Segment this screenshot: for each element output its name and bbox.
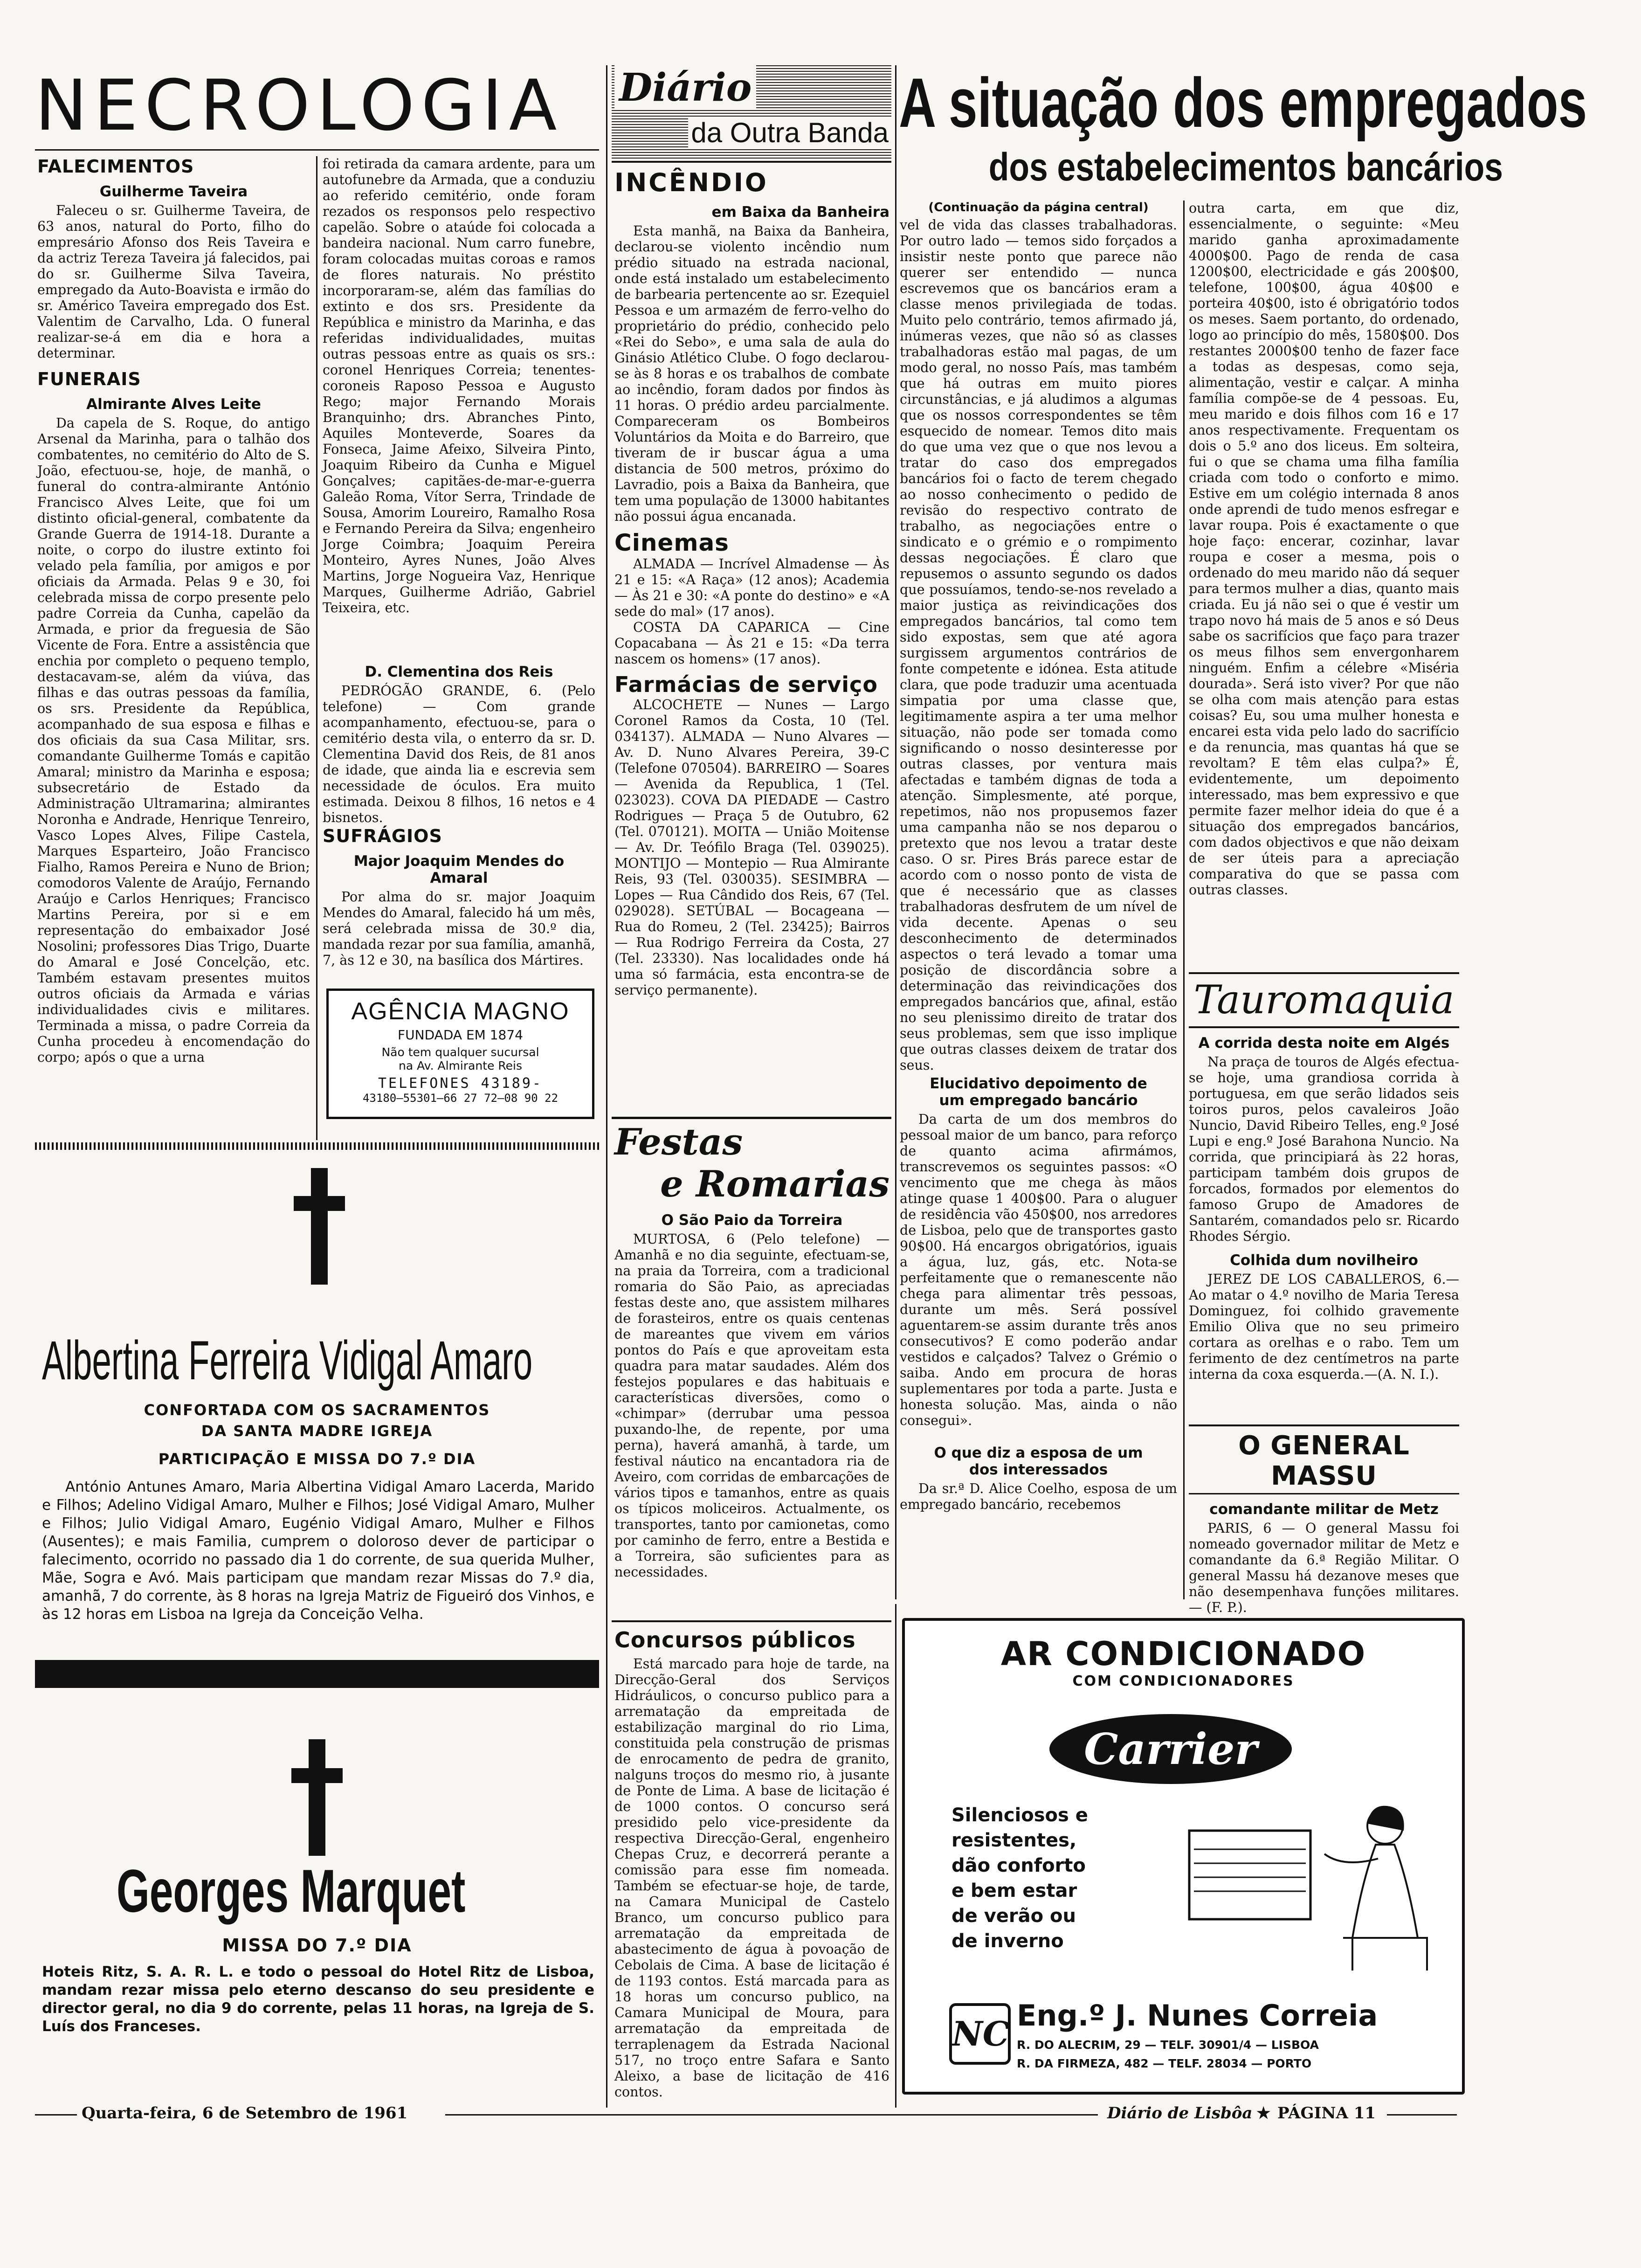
slogan-line-5: de verão ou: [952, 1905, 1076, 1927]
necro-col-2: [323, 156, 595, 968]
ac-unit: [1189, 1831, 1310, 1919]
diario-title-1: Diário: [614, 65, 756, 110]
nc-logo: [949, 2003, 1011, 2065]
footer-left-line: [35, 2114, 77, 2116]
marquet-cross-horizontal: [291, 1768, 343, 1783]
chair: [1343, 1938, 1427, 1971]
bancarios-col1-text: vel de vida das classes trabalhadoras. Por outro lado — temos sido forçados a insistir neste ponto que parece não querer ser entendido — nunca escrevemos que os bancários eram a classe menos privilegiada de todas. Muito pelo contrário, temos afirmado já, inúmeras vezes, que não só as classes trabalhadoras estão mal pagas, de um modo geral, no nosso País, mas também que há outras em muito piores circunstâncias, e já aludimos a algumas que os nossos correspondentes se têm esquecido de nomear. Temos dito mais do que uma vez que o que nos levou a tratar do caso dos empregados bancários foi o facto de terem chegado ao nosso conhecimento o pedido de revisão do respectivo contrato de trabalho, as negociações entre o sindicato e o grémio e o rompimento dessas negociações. É claro que repusemos o assunto segundo os dados que possuíamos, tendo-se-nos revelado a maior justiça as reivindicações dos empregados bancários, tal como tem sido expostas, sem que até agora surgissem argumentos contrários de fonte competente e idónea. Esta atitude clara, que pode traduzir uma acentuada simpatia por uma classe que, legitimamente aspira a ter uma melhor situação, não pode ser tomada como significando o nosso desinteresse por outras classes, por ventura mais afectadas e também dignas de toda a atenção. Simplesmente, até porque, repetimos, não nos propusemos fazer uma campanha não se nos deparou o pretexto que nos levou a tratar deste caso. O sr. Pires Brás parece estar de acordo com o nosso ponto de vista de que é necessário que as classes trabalhadoras desfrutem de um nível de vida decente. Apenas o seu desconhecimento de determinados aspectos o terá levado a tomar uma posição de discordância sobre a determinação das reivindicações dos empregados bancários que, afinal, estão no seu plenissimo direito de tratar dos seus problemas, sem que isso implique que outras classes deixem de tratar dos seus.: [900, 217, 1177, 1073]
col4-left-divider: [895, 65, 896, 1599]
amaro-text: António Antunes Amaro, Maria Albertina Vidigal Amaro Lacerda, Marido e Filhos; Adelino Vidigal Amaro, Mulher e Filhos; José Vidigal Amaro, Mulher e Filhos; Julio Vidigal Amaro, Eugénio Vidigal Amaro, Mulher e Filhos (Ausentes); e mais Familia, cumprem o doloroso dever de participar o falecimento, ocorrido no passado dia 1 do corrente, de sua querida Mulher, Mãe, Sogra e Avó. Mais participam que mandam rezar Missas do 7.º dia, amanhã, 7 do corrente, às 8 horas na Igreja Matriz de Figueiró dos Vinhos, e às 12 horas em Lisboa na Igreja da Conceição Velha.: [42, 1479, 594, 1623]
necro-rule: [35, 149, 599, 151]
carrier-title: AR CONDICIONADO: [1000, 1635, 1366, 1673]
footer-paper: Diário de Lisbôa: [1107, 2104, 1253, 2123]
marquet-line1: MISSA DO 7.º DIA: [222, 1935, 412, 1956]
agencia-magno-ad: [326, 989, 594, 1119]
mendes-text: Por alma do sr. major Joaquim Mendes do Amaral, falecido há um mês, será celebrada missa de 30.º dia, mandada rezar por sua família, amanhã, 7, às 12 e 30, na basílica dos Mártires.: [323, 889, 595, 968]
footer-right-line: [1387, 2114, 1457, 2116]
leite-name: Almirante Alves Leite: [86, 396, 261, 413]
woman-arm: [1324, 1854, 1378, 1862]
incendio-text: Esta manhã, na Baixa da Banheira, declarou-se violento incêndio num prédio situado na estrada nacional, onde está instalado um estabelecimento de barbearia pertencente ao sr. Ezequiel Pessoa e um armazém de ferro-velho do proprietário do prédio, conhecido pelo «Rei do Sebo», e uma sala de aula do Ginásio Atlético Clube. O fogo declarou-se às 8 horas e os trabalhos de combate ao incêndio, foram dados por findos às 11 horas. O prédio ardeu parcialmente. Compareceram os Bombeiros Voluntários da Moita e do Barreiro, que tiveram de ir buscar água a uma distancia de 500 metros, próximo do Lavradio, pois a Baixa da Banheira, que tem uma população de 13000 habitantes não possui água encanada.: [614, 223, 889, 524]
elucidativo-heading: Elucidativo depoimento de um empregado bancário: [930, 1075, 1147, 1109]
carrier-company: Eng.º J. Nunes Correia: [1017, 1998, 1378, 2033]
farmacias-heading: Farmácias de serviço: [614, 672, 878, 697]
festas-rule: [612, 1117, 891, 1119]
footer: [35, 2104, 1466, 2127]
marquet-top-dash: [35, 1660, 599, 1688]
carrier-addr-2: R. DA FIRMEZA, 482 — TELF. 28034 — PORTO: [1017, 2057, 1312, 2070]
clementina-name: D. Clementina dos Reis: [365, 664, 553, 680]
diario-title-2: da Outra Banda: [688, 117, 891, 149]
festas-col: [614, 1121, 889, 1646]
elucidativo-text: Da carta de um dos membros do pessoal maior de um banco, para reforço de quanto acima afirmámos, transcrevemos os seguintes passos: «O vencimento que me chega às mãos atinge quase 1 400$00. Para o aluguer de residência vão 450$00, nos arredores de Lisboa, pelo que de transportes gasto 90$00. Há encargos obrigatórios, iguais a água, luz, gás, etc. Nota-se perfeitamente que o remanescente não chega para alimentar três pessoas, durante um mês. Será possível aguentarem-se assim durante três anos consecutivos? E como poderão andar vestidos e calçados? Talvez o Grémio o saiba. Ando em procura de horas suplementares por toda a parte. Justa e honesta solução. Mas, ainda o não consegui».: [900, 1112, 1177, 1428]
carrier-slogan: [952, 1803, 1088, 1954]
col3-left-divider: [606, 65, 607, 2108]
footer-date: Quarta-feira, 6 de Setembro de 1961: [82, 2104, 408, 2123]
bancarios-continuacao: (Continuação da página central): [928, 201, 1149, 214]
farmacias-text: ALCOCHETE — Nunes — Largo Coronel Ramos da Costa, 10 (Tel. 034137). ALMADA — Nuno Alvares — Av. D. Nuno Alvares Pereira, 39-C (Telefone 070504). BARREIRO — Soares — Avenida da Republica, 1 (Tel. 023023). COVA DA PIEDADE — Castro Rodrigues — Praça 5 de Outubro, 62 (Tel. 070121). MOITA — União Moitense — Av. Dr. Teófilo Braga (Tel. 039025). MONTIJO — Montepio — Rua Almirante Reis, 93 (Tel. 030035). SESIMBRA — Lopes — Rua Cândido dos Reis, 67 (Tel. 029028). SETÚBAL — Bocageana — Rua do Romeu, 2 (Tel. 23425); Bairros — Rua Rodrigo Ferreira da Costa, 27 (Tel. 23330). Nas localidades onde há uma só farmácia, esta encontra-se de serviço permanente).: [614, 697, 889, 998]
footer-mid-line: [445, 2114, 1098, 2116]
carrier-ad: [902, 1618, 1465, 2095]
footer-star: ★: [1256, 2104, 1271, 2123]
marquet-name: [117, 1856, 536, 1926]
carrier-illustration: [1185, 1798, 1446, 1975]
necrologia-heading: NECROLOGIA: [35, 65, 564, 146]
necro-col-divider: [316, 156, 317, 1140]
bancarios-col-divider: [1183, 201, 1185, 1599]
woman-hair: [1367, 1806, 1404, 1831]
incendio-heading: INCÊNDIO: [614, 168, 768, 197]
festas-sub: O São Paio da Torreira: [661, 1212, 843, 1229]
agencia-name: AGÊNCIA MAGNO: [351, 998, 570, 1025]
amaro-line2: DA SANTA MADRE IGREJA: [201, 1422, 433, 1440]
sufragios-heading: SUFRÁGIOS: [323, 826, 442, 846]
marquet-name-text: Georges Marquet: [117, 1857, 466, 1925]
leite-text: Da capela de S. Roque, do antigo Arsenal da Marinha, para o talhão dos combatentes, no cemitério do Alto de S. João, efectuou-se, hoje, de manhã, o funeral do contra-almirante António Francisco Alves Leite, que foi um distinto oficial-general, combatente da Grande Guerra de 1914-18. Durante a noite, o corpo do ilustre extinto foi velado pela família, por amigos e por oficiais da Armada. Pelas 9 e 30, foi celebrada missa de corpo presente pelo padre Correia da Cunha, capelão da Armada, e prior da freguesia de São Vicente de Fora. Entre a assistência que enchia por completo o pequeno templo, destacavam-se, além da viúva, das filhas e das outras pessoas da família, os srs. Presidente da República, acompanhado de sua esposa e filhas e dos oficiais da sua Casa Militar, srs. comandante Guilherme Tomás e capitão Amaral; ministro da Marinha e esposa; subsecretário de Estado da Administração Ultramarina; almirantes Noronha e Andrade, Henrique Tenreiro, Vasco Lopes Alves, Filipe Castela, Marques Esparteiro, João Francisco Fialho, Ramos Pereira e Nuno de Brion; comodoros Valente de Araújo, Fernando Araújo e Carlos Henriques; Francisco Martins Pereira, por si e em representação do embaixador José Nosolini; professores Dias Trigo, Duarte do Amaral e José Concelção, etc. Também estavam presentes muitos outros oficiais da Armada e várias individualidades civis e militares. Terminada a missa, o padre Correia da Cunha procedeu à encomendação do corpo; após o que a urna: [37, 415, 310, 1065]
bancarios-headline-2: dos estabelecimentos bancários: [988, 145, 1503, 189]
amaro-top-dash: [35, 1142, 599, 1150]
festas-title-2: e Romarias: [660, 1163, 889, 1205]
amaro-name-text: Albertina Ferreira Vidigal Amaro: [42, 1330, 533, 1391]
bancarios-col-1: [900, 201, 1177, 1513]
cinemas-heading: Cinemas: [614, 529, 729, 556]
amaro-line3: PARTICIPAÇÃO E MISSA DO 7.º DIA: [158, 1450, 476, 1468]
slogan-line-2: resistentes,: [952, 1830, 1077, 1851]
col3-right-divider-lower: [895, 1604, 896, 2108]
amaro-cross-horizontal: [294, 1196, 345, 1211]
esposa-heading: O que diz a esposa de um dos interessados: [934, 1445, 1143, 1478]
concursos-heading: Concursos públicos: [614, 1627, 856, 1653]
footer-page: PÁGINA 11: [1277, 2104, 1376, 2123]
mendes-name: Major Joaquim Mendes do Amaral: [353, 853, 565, 886]
tauromaquia-text: Na praça de touros de Algés efectua-se hoje, uma grandiosa corrida à portuguesa, em que serão lidados seis toiros puros, pelos cavaleiros João Nuncio, David Ribeiro Telles, eng.º José Lupi e eng.º José Barahona Nuncio. Na corrida, que principiará às 22 horas, participam também dois grupos de forcados, formados por elementos do famoso Grupo de Amadores de Santarém, comandados pelo sr. Ricardo Rhodes Sérgio.: [1189, 1054, 1459, 1244]
slogan-line-1: Silenciosos e: [952, 1805, 1088, 1826]
bancarios-col-2: [1189, 201, 1459, 951]
marquet-text: Hoteis Ritz, S. A. R. L. e todo o pessoal do Hotel Ritz de Lisboa, mandam rezar missa pelo eterno descanso do seu presidente e director geral, no dia 9 do corrente, pelas 11 horas, na Igreja de S. Luís dos Franceses.: [42, 1964, 594, 2035]
bancarios-col2-text: outra carta, em que diz, essencialmente, o seguinte: «Meu marido ganha aproximadamente 4000$00. Pago de renda de casa 1200$00, electricidade e gás 200$00, telefone, 100$00, água 40$00 e porteira 40$00, isto é obrigatório todos os meses. Saem portanto, do ordenado, logo ao princípio do mês, 1580$00. Dos restantes 2000$00 tenho de fazer face a todas as despesas, como seja, alimentação, vestir e calçar. A minha família compõe-se de 4 pessoas. Eu, meu marido e dois filhos com 16 e 17 anos respectivamente. Frequentam os dois o 5.º ano dos liceus. Em solteira, fui o que se chama uma filha família criada com todo o conforto e mimo. Estive em um colégio internada 8 anos onde aprendi de tudo menos esfregar e lavar roupa. Pois é exactamente o que hoje faço: encerar, cozinhar, lavar roupa e coser a mesma, pois o ordenado do meu marido não dá sequer para termos mulher a dias, quanto mais criada. Eu já não sei o que é vestir um trapo novo há mais de 5 anos e só Deus sabe os sacrifícios que faço para trazer os meus filhos sem envergonharem ninguém. Enfim a célebre «Miséria dourada». Será isto viver? Por que não se olha com mais atenção para estas coisas? Eu, sou uma mulher honesta e encarei esta vida pelo lado do sacrifício e da renuncia, mas quantas há que se revoltam? E têm elas culpa?» É, evidentemente, um depoimento interessado, mas bem expressivo e que permite fazer melhor ideia do que é a situação dos empregados bancários, com dados objectivos e que não deixam de ser úteis para a apreciação comparativa do que se passa com outras classes.: [1189, 201, 1459, 898]
falecimentos-heading: FALECIMENTOS: [37, 156, 194, 177]
agencia-phones: 43180—55301—66 27 72—08 90 22: [362, 1092, 558, 1105]
tauromaquia-rule: [1189, 972, 1459, 974]
agencia-founded: FUNDADA EM 1874: [398, 1027, 523, 1043]
tauromaquia-heading: Tauromaquia: [1189, 977, 1459, 1028]
col3-content: [614, 168, 889, 998]
massu-sub: comandante militar de Metz: [1209, 1501, 1439, 1518]
tauromaquia-col: [1189, 977, 1459, 1383]
amaro-cross-vertical: [311, 1168, 328, 1285]
col3-top-rule: [612, 161, 891, 163]
carrier-addr-1: R. DO ALECRIM, 29 — TELF. 30901/4 — LISBOA: [1017, 2038, 1319, 2052]
concursos-text: Está marcado para hoje de tarde, na Direcção-Geral dos Serviços Hidráulicos, o concurso publico para a arrematação da empreitada de estabilização marginal do rio Lima, constituida pela construção de prismas de enrocamento de pedra de granito, nalguns troços do mesmo rio, à jusante de Ponte de Lima. A base de licitação é de 1000 contos. O concurso será presidido pelo vice-presidente da respectiva Direcção-Geral, engenheiro Chepas Cruz, e decorrerá perante a comissão para esse fim nomeada. Também se efectuar-se hoje, de tarde, na Camara Municipal de Castelo Branco, um concurso publico para arrematação da empreitada de abastecimento de água à povoação de Cebolais de Cima. A base de licitação é de 1193 contos. Está marcada para as 18 horas um concurso publico, na Camara Municipal de Moura, para arrematação da empreitada de terraplenagem da Estrada Nacional 517, no troço entre Safara e Santo Aleixo, a base de licitação de 416 contos.: [614, 1656, 889, 2100]
nc-logo-text: NC: [952, 2014, 1010, 2054]
marquet-cross-vertical: [309, 1739, 325, 1856]
clementina-text: PEDRÓGÃO GRANDE, 6. (Pelo telefone) — Com grande acompanhamento, efectuou-se, para o cemitério desta vila, o enterro da sr. D. Clementina David dos Reis, de 81 anos de idade, que ainda lia e escrevia sem necessidade de óculos. Era muito estimada. Deixou 8 filhos, 16 netos e 4 bisnetos.: [323, 683, 595, 825]
funerais-heading: FUNERAIS: [37, 369, 141, 389]
cinemas-text-2: COSTA DA CAPARICA — Cine Copacabana — Às 21 e 15: «Da terra nascem os homens» (17 anos).: [614, 620, 889, 667]
amaro-line1: CONFORTADA COM OS SACRAMENTOS: [144, 1401, 490, 1419]
massu-heading: O GENERAL MASSU: [1189, 1431, 1459, 1494]
festas-text: MURTOSA, 6 (Pelo telefone) — Amanhã e no dia seguinte, efectuam-se, na praia da Torreira, com a tradicional romaria do São Paio, as apreciadas festas deste ano, que assistem milhares de forasteiros, entre os quais centenas de mareantes que vivem em vários pontos do País e que aproveitam esta quadra para matar saudades. Além dos festejos populares e das habituais e características diversões, como o «chimpar» (derrubar uma pessoa puxando-lhe, de repente, por uma perna), haverá amanhã, à tarde, um festival náutico na encantadora ria de Aveiro, com corridas de embarcações de vários tipos e tamanhos, entre as quais os típicos moliceiros. Actualmente, os transportes, tanto por camionetas, como por caminho de ferro, entre a Bestida e a Torreira, são suficientes para as necessidades.: [614, 1231, 889, 1580]
necro-col-1: [37, 156, 310, 1390]
taveira-text: Faleceu o sr. Guilherme Taveira, de 63 anos, natural do Porto, filho do empresário Afonso dos Reis Taveira e da actriz Tereza Taveira já falecidos, pai do sr. Guilherme Silva Taveira, empregado da Auto-Boavista e irmão do sr. Américo Taveira empregado dos Est. Valentim de Carvalho, Lda. O funeral realizar-se-á em dia e hora a determinar.: [37, 203, 310, 361]
diario-box: [612, 65, 891, 159]
massu-col: [1189, 1431, 1459, 1616]
agencia-line1: Não tem qualquer sucursal: [381, 1045, 539, 1059]
woman-body: [1352, 1845, 1418, 1938]
amaro-name: [42, 1329, 601, 1399]
novilheiro-sub: Colhida dum novilheiro: [1230, 1252, 1418, 1269]
novilheiro-text: JEREZ DE LOS CABALLEROS, 6.—Ao matar o 4.º novilho de Maria Teresa Dominguez, foi colhido gravemente Emilio Oliva que no seu primeiro cortara as orelhas e o rabo. Tem um ferimento de dez centímetros na parte interna da coxa esquerda.—(A. N. I.).: [1189, 1272, 1459, 1382]
taveira-name: Guilherme Taveira: [99, 183, 248, 200]
marquet-cross: [291, 1739, 343, 1856]
cinemas-text-1: ALMADA — Incrível Almadense — Às 21 e 15: «A Raça» (12 anos); Academia — Às 21 e 30: «A ponte do destino» e «A sede do mal» (17 anos).: [614, 556, 889, 619]
bancarios-headline-1: A situação dos empregados: [899, 63, 1587, 142]
concursos-col: [614, 1627, 889, 2100]
massu-text: PARIS, 6 — O general Massu foi nomeado governador militar de Metz e comandante da 6.ª Região Militar. O general Massu há dezanove meses que não desempenhava funções militares. — (F. P.).: [1189, 1521, 1459, 1615]
esposa-text: Da sr.ª D. Alice Coelho, esposa de um empregado bancário, recebemos: [900, 1481, 1177, 1512]
concursos-rule: [612, 1620, 891, 1622]
slogan-line-4: e bem estar: [952, 1880, 1077, 1902]
slogan-line-6: de inverno: [952, 1930, 1064, 1952]
amaro-cross: [294, 1168, 345, 1285]
carrier-sub: COM CONDICIONADORES: [1072, 1673, 1295, 1689]
bancarios-headline: [899, 65, 1598, 205]
festas-title-1: Festas: [614, 1121, 743, 1163]
carrier-brand: Carrier: [1084, 1724, 1257, 1774]
slogan-line-3: dão conforto: [952, 1855, 1086, 1876]
tauromaquia-sub: A corrida desta noite em Algés: [1198, 1035, 1450, 1051]
agencia-line2: na Av. Almirante Reis: [398, 1059, 522, 1072]
incendio-sub: em Baixa da Banheira: [711, 204, 889, 221]
massu-rule: [1189, 1424, 1459, 1426]
agencia-phones-label: TELEFONES 43189-: [378, 1075, 543, 1092]
leite-cont-text: foi retirada da camara ardente, para um autofunebre da Armada, que a conduziu ao referido cemitério, onde foram rezados os responsos pelo respectivo capelão. Sobre o ataúde foi colocada a bandeira nacional. Num carro funebre, foram colocadas muitas coroas e ramos de flores naturais. No préstito incorporaram-se, além das famílias do extinto e dos srs. Presidente da República e ministro da Marinha, e das referidas individualidades, muitas outras pessoas entre as quais os srs.: coronel Henriques Correia; tenentes-coroneis Raposo Pessoa e Augusto Rego; major Fernando Morais Branquinho; drs. Abranches Pinto, Aquiles Monteverde, Soares da Fonseca, Jaime Afeixo, Silveira Pinto, Joaquim Ribeiro da Cunha e Miguel Gonçalves; capitães-de-mar-e-guerra Galeão Roma, Vítor Serra, Trindade de Sousa, Amorim Loureiro, Ramalho Rosa e Fernando Pereira da Silva; engenheiro Jorge Coimbra; Joaquim Pereira Monteiro, Ayres Nunes, João Alves Martins, Jorge Nogueira Vaz, Henrique Marques, Guilherme Adrião, Gabriel Teixeira, etc.: [323, 156, 595, 615]
necrologia-title: [35, 65, 594, 146]
carrier-logo: [1049, 1714, 1292, 1784]
